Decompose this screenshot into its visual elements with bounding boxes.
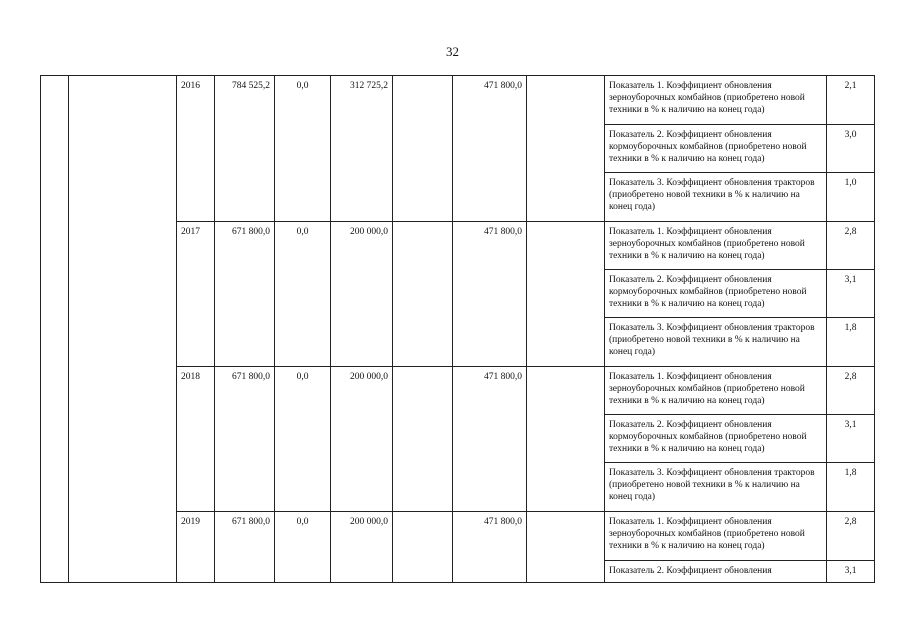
local-budget-cell [393, 367, 453, 512]
local-budget-cell [393, 512, 453, 583]
empty-col-2 [69, 76, 177, 583]
indicator-value: 2,8 [827, 222, 875, 270]
indicator-text: Показатель 2. Коэффициент обновления кормоуборочных комбайнов (приобретено новой техники в % к наличию на конец года) [605, 415, 827, 463]
year-cell: 2018 [177, 367, 215, 512]
indicator-text: Показатель 3. Коэффициент обновления тракторов (приобретено новой техники в % к наличию на конец года) [605, 463, 827, 512]
total-cell: 671 800,0 [215, 222, 275, 367]
budget-table [40, 75, 875, 583]
indicator-value: 3,0 [827, 125, 875, 173]
indicator-text: Показатель 2. Коэффициент обновления кормоуборочных комбайнов (приобретено новой техники в % к наличию на конец года) [605, 125, 827, 173]
indicator-text: Показатель 1. Коэффициент обновления зерноуборочных комбайнов (приобретено новой техники в % к наличию на конец года) [605, 76, 827, 125]
extrabudget-cell: 471 800,0 [453, 367, 527, 512]
local-budget-cell [393, 222, 453, 367]
local-budget-cell [393, 76, 453, 222]
regional-budget-cell: 200 000,0 [331, 222, 393, 367]
extrabudget-cell: 471 800,0 [453, 76, 527, 222]
empty-col [527, 76, 605, 222]
total-cell: 671 800,0 [215, 367, 275, 512]
year-cell: 2019 [177, 512, 215, 583]
indicator-value: 1,8 [827, 318, 875, 367]
indicator-value: 2,8 [827, 512, 875, 561]
table-row [41, 76, 875, 125]
federal-budget-cell: 0,0 [275, 76, 331, 222]
indicator-text: Показатель 1. Коэффициент обновления зерноуборочных комбайнов (приобретено новой техники в % к наличию на конец года) [605, 222, 827, 270]
indicator-value: 1,8 [827, 463, 875, 512]
federal-budget-cell: 0,0 [275, 367, 331, 512]
federal-budget-cell: 0,0 [275, 222, 331, 367]
year-cell: 2017 [177, 222, 215, 367]
table-body [41, 76, 875, 583]
total-cell: 671 800,0 [215, 512, 275, 583]
empty-col [527, 367, 605, 512]
empty-col [527, 222, 605, 367]
indicator-value: 3,1 [827, 415, 875, 463]
federal-budget-cell: 0,0 [275, 512, 331, 583]
regional-budget-cell: 312 725,2 [331, 76, 393, 222]
indicator-text: Показатель 2. Коэффициент обновления [605, 561, 827, 583]
year-cell: 2016 [177, 76, 215, 222]
indicator-value: 2,1 [827, 76, 875, 125]
total-cell: 784 525,2 [215, 76, 275, 222]
indicator-text: Показатель 1. Коэффициент обновления зерноуборочных комбайнов (приобретено новой техники в % к наличию на конец года) [605, 367, 827, 415]
indicator-text: Показатель 2. Коэффициент обновления кормоуборочных комбайнов (приобретено новой техники в % к наличию на конец года) [605, 270, 827, 318]
indicator-value: 3,1 [827, 561, 875, 583]
indicator-value: 1,0 [827, 173, 875, 222]
indicator-text: Показатель 1. Коэффициент обновления зерноуборочных комбайнов (приобретено новой техники в % к наличию на конец года) [605, 512, 827, 561]
empty-col [527, 512, 605, 583]
indicator-text: Показатель 3. Коэффициент обновления тракторов (приобретено новой техники в % к наличию на конец года) [605, 318, 827, 367]
extrabudget-cell: 471 800,0 [453, 512, 527, 583]
regional-budget-cell: 200 000,0 [331, 512, 393, 583]
indicator-value: 2,8 [827, 367, 875, 415]
indicator-text: Показатель 3. Коэффициент обновления тракторов (приобретено новой техники в % к наличию на конец года) [605, 173, 827, 222]
page-number: 32 [446, 44, 459, 59]
indicator-value: 3,1 [827, 270, 875, 318]
regional-budget-cell: 200 000,0 [331, 367, 393, 512]
extrabudget-cell: 471 800,0 [453, 222, 527, 367]
empty-col-1 [41, 76, 69, 583]
